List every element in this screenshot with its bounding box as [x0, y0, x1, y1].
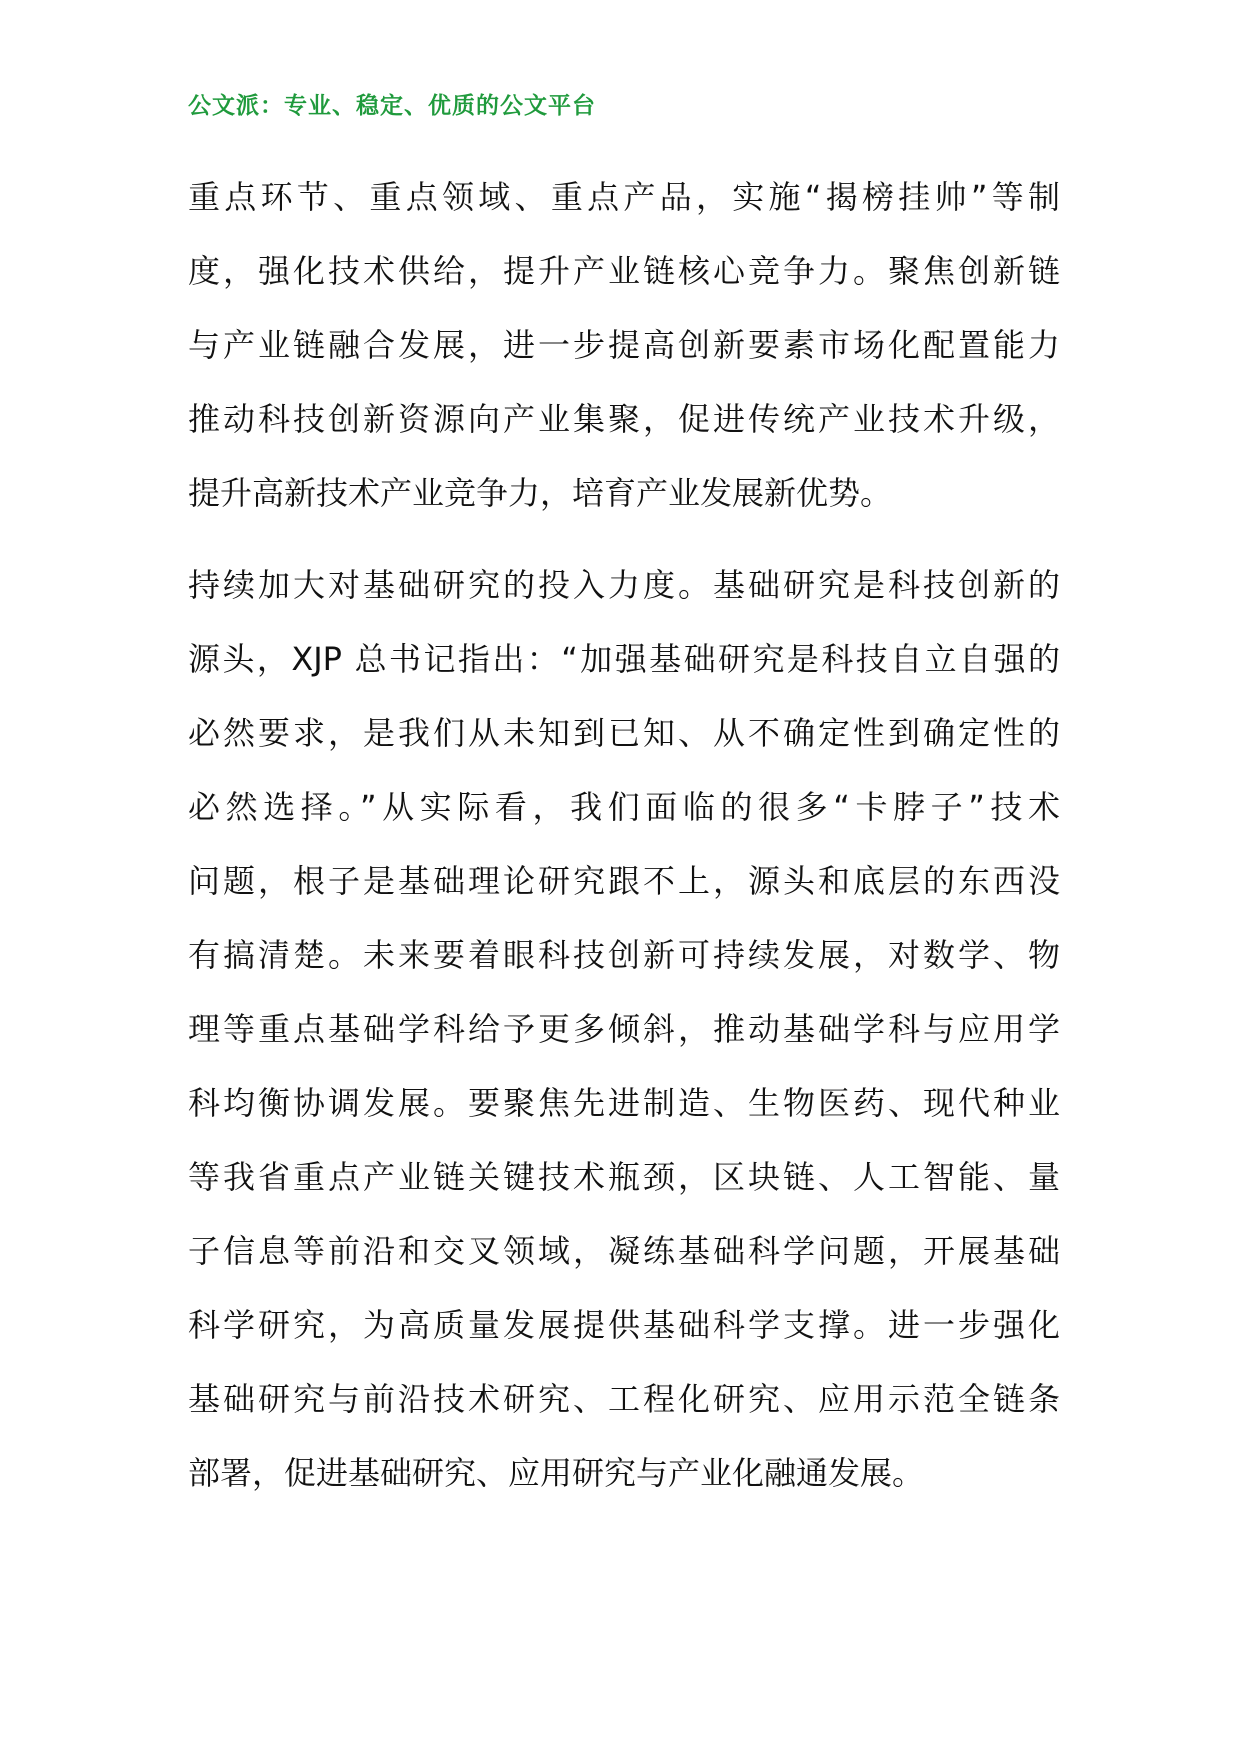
paragraph-line: 度，强化技术供给，提升产业链核心竞争力。聚焦创新链 [188, 252, 1060, 290]
paragraph-line: 科学研究，为高质量发展提供基础科学支撑。进一步强化 [188, 1306, 1060, 1344]
paragraph-line: 提升高新技术产业竞争力，培育产业发展新优势。 [188, 474, 893, 512]
paragraph-line: 有搞清楚。未来要着眼科技创新可持续发展，对数学、物 [188, 936, 1060, 974]
paragraph-line: 重点环节、重点领域、重点产品，实施“揭榜挂帅”等制 [188, 178, 1060, 216]
paragraph-line: 部署，促进基础研究、应用研究与产业化融通发展。 [188, 1454, 925, 1492]
paragraph-line: 推动科技创新资源向产业集聚，促进传统产业技术升级， [188, 400, 1060, 438]
paragraph-line: 必然选择。”从实际看，我们面临的很多“卡脖子”技术 [188, 788, 1060, 826]
paragraph-line: 科均衡协调发展。要聚焦先进制造、生物医药、现代种业 [188, 1084, 1060, 1122]
paragraph-line: 持续加大对基础研究的投入力度。基础研究是科技创新的 [188, 566, 1060, 604]
paragraph-line: 基础研究与前沿技术研究、工程化研究、应用示范全链条 [188, 1380, 1060, 1418]
paragraph-2 [188, 548, 1060, 1510]
paragraph-line: 等我省重点产业链关键技术瓶颈，区块链、人工智能、量 [188, 1158, 1060, 1196]
paragraph-line: 必然要求，是我们从未知到已知、从不确定性到确定性的 [188, 714, 1060, 752]
paragraph-1 [188, 160, 1060, 530]
paragraph-line: 问题，根子是基础理论研究跟不上，源头和底层的东西没 [188, 862, 1060, 900]
paragraph-line: 源头，XJP 总书记指出：“加强基础研究是科技自立自强的 [188, 640, 1060, 678]
paragraph-line: 与产业链融合发展，进一步提高创新要素市场化配置能力 [188, 326, 1060, 364]
paragraph-line: 理等重点基础学科给予更多倾斜，推动基础学科与应用学 [188, 1010, 1060, 1048]
brand-header: 公文派：专业、稳定、优质的公文平台 [188, 93, 596, 119]
paragraph-line: 子信息等前沿和交叉领域，凝练基础科学问题，开展基础 [188, 1232, 1060, 1270]
